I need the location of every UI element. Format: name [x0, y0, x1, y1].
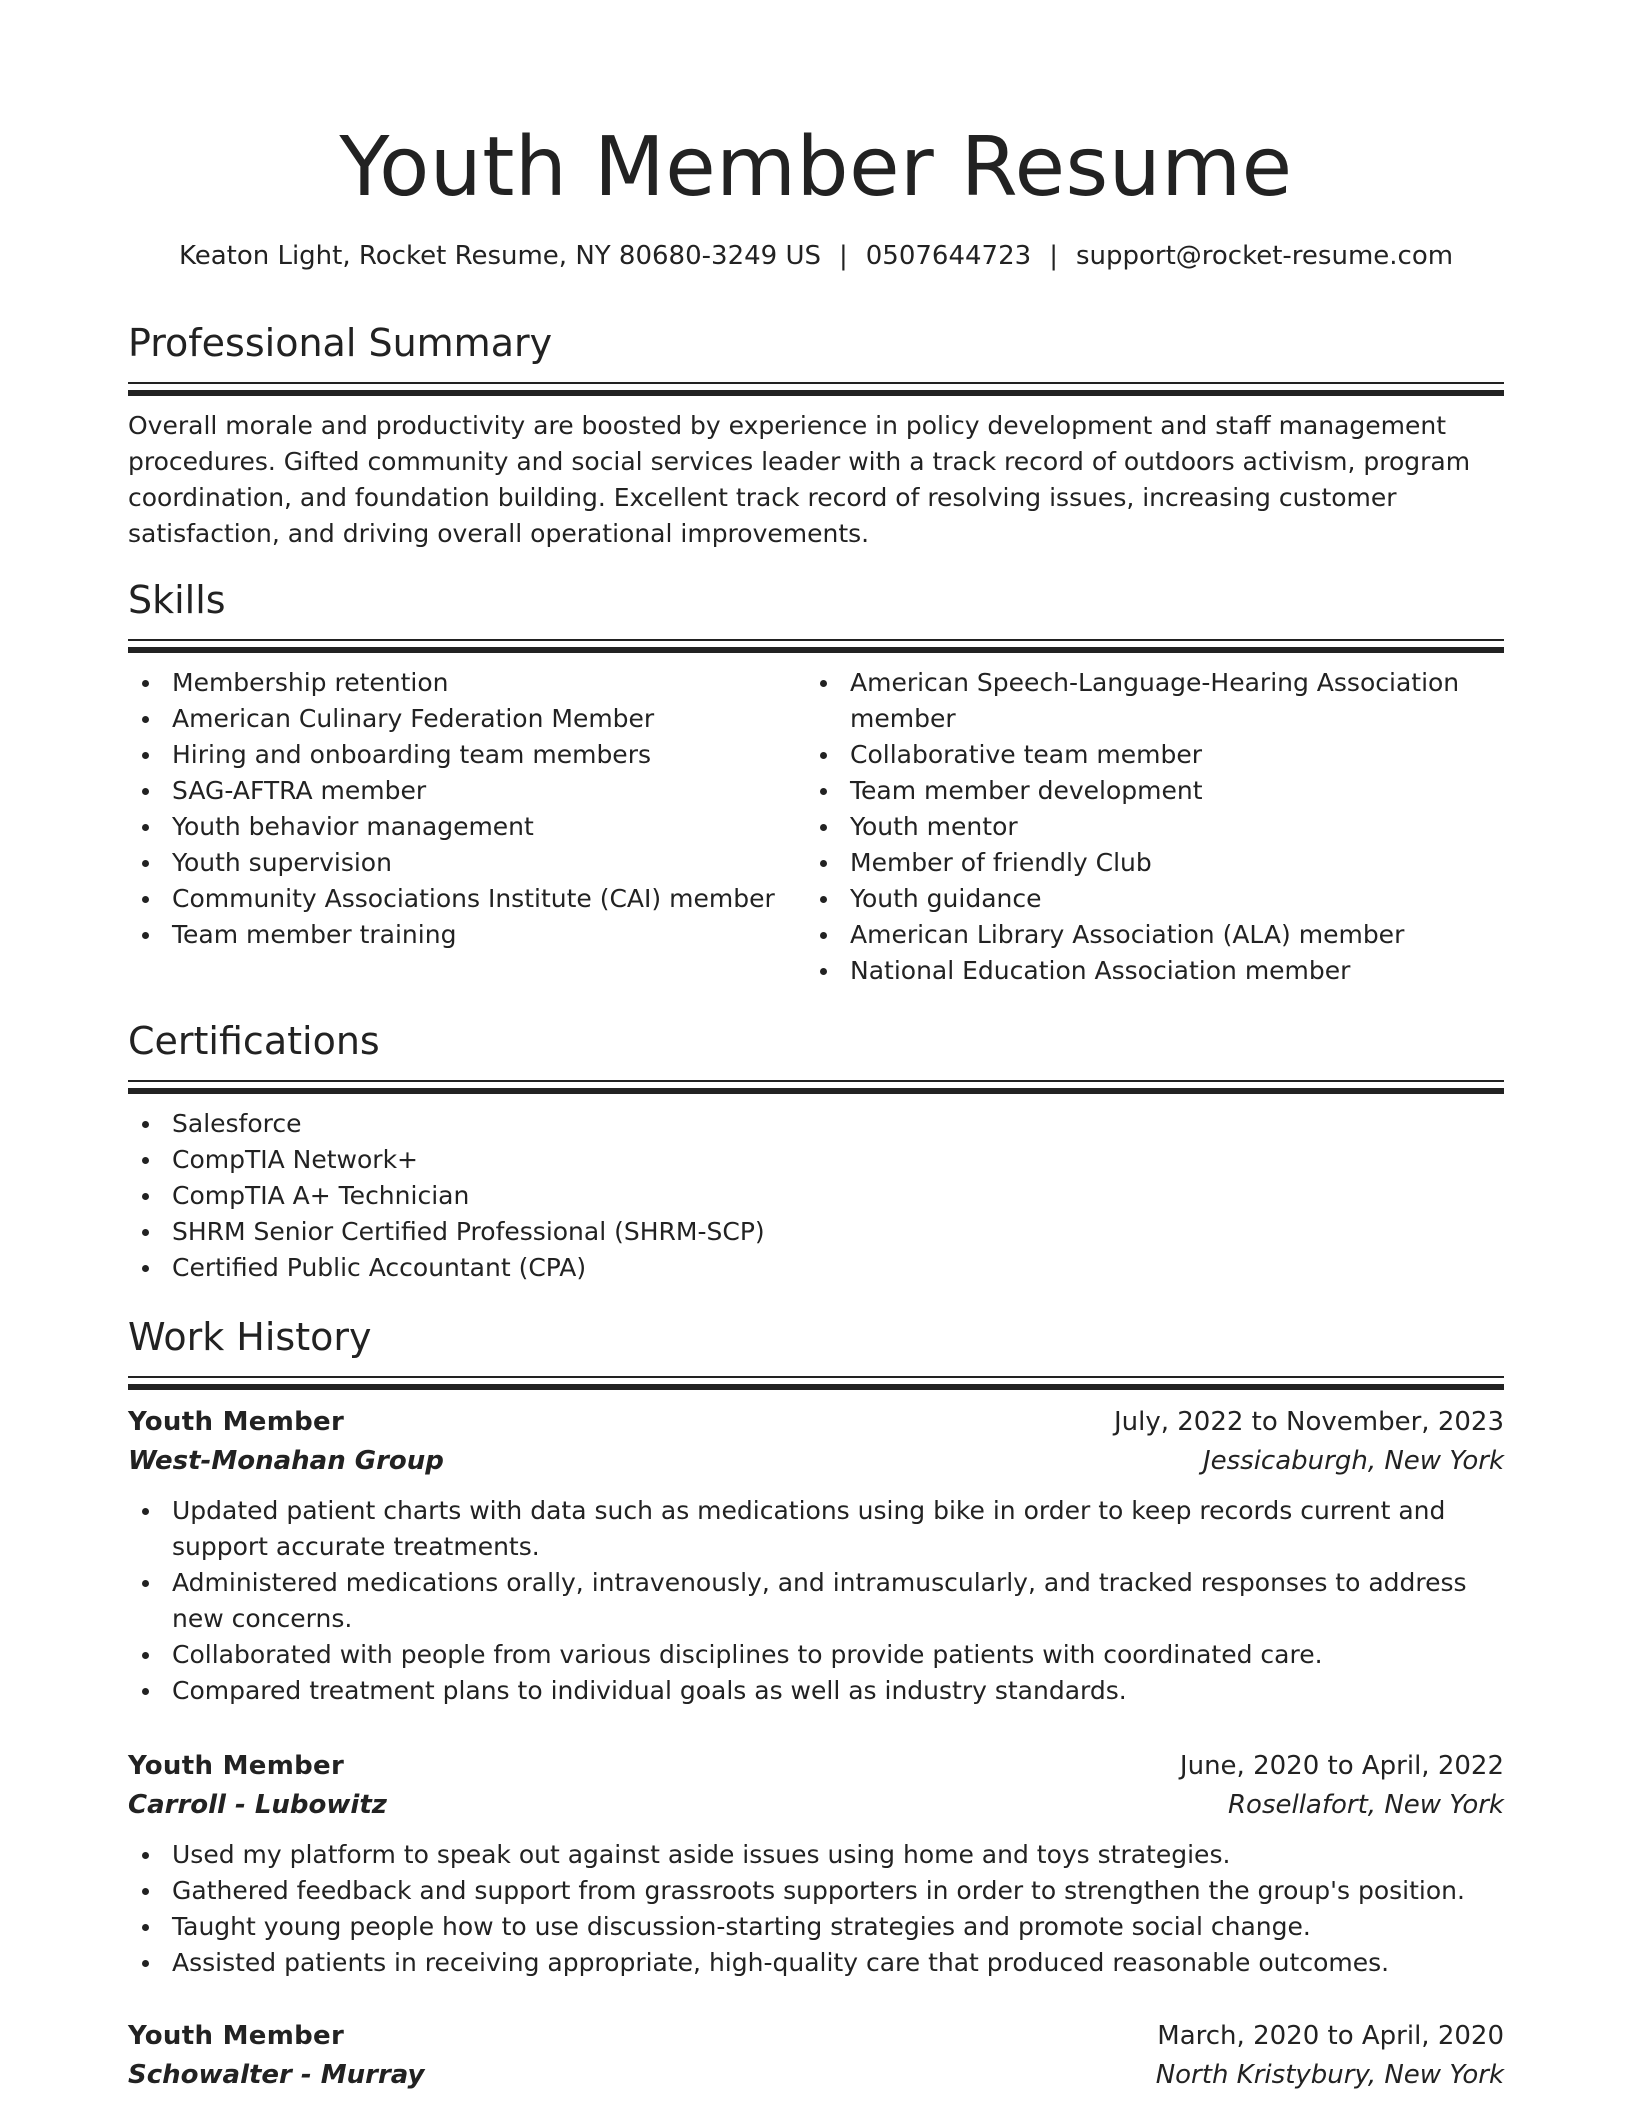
skills-section	[128, 575, 1504, 989]
job-duties	[128, 1837, 1504, 1981]
skill-item: American Culinary Federation Member	[128, 701, 806, 737]
skill-item: Membership retention	[128, 665, 806, 701]
job-duty-item: Taught young people how to use discussion-starting strategies and promote social change.	[128, 1909, 1504, 1945]
job-dates: July, 2022 to November, 2023	[1113, 1407, 1504, 1437]
certification-item: CompTIA Network+	[128, 1142, 1504, 1178]
work-history-section	[128, 1312, 1504, 1390]
section-heading: Skills	[128, 578, 226, 622]
job-duty-item: Updated patient charts with data such as medications using bike in order to keep records current and support accurate treatments.	[128, 1493, 1504, 1565]
skills-list-right	[806, 665, 1504, 989]
skill-item: American Library Association (ALA) member	[806, 917, 1504, 953]
job-duty-item: Administered medications orally, intravenously, and intramuscularly, and tracked responses to address new concerns.	[128, 1565, 1504, 1637]
certification-item: CompTIA A+ Technician	[128, 1178, 1504, 1214]
job-entry	[128, 1403, 1504, 1709]
job-dates: March, 2020 to April, 2020	[1157, 2021, 1504, 2051]
job-duty-item: Collaborated with people from various disciplines to provide patients with coordinated care.	[128, 1637, 1504, 1673]
job-duties	[128, 1493, 1504, 1709]
job-location: Rosellafort, New York	[1227, 1790, 1504, 1820]
contact-address: Keaton Light, Rocket Resume, NY 80680-3249 US	[178, 241, 821, 271]
contact-separator: |	[1049, 241, 1058, 271]
section-divider	[128, 382, 1504, 396]
skill-item: Youth mentor	[806, 809, 1504, 845]
job-duty-item: Assisted patients in receiving appropriate, high-quality care that produced reasonable outcomes.	[128, 1945, 1504, 1981]
job-title: Youth Member	[128, 2021, 345, 2051]
contact-email: support@rocket-resume.com	[1075, 241, 1454, 271]
job-entry	[128, 1747, 1504, 1981]
job-duty-item: Compared treatment plans to individual goals as well as industry standards.	[128, 1673, 1504, 1709]
skills-list-left	[128, 665, 806, 989]
section-heading: Work History	[128, 1315, 372, 1359]
skill-item: National Education Association member	[806, 953, 1504, 989]
job-company: West-Monahan Group	[128, 1446, 444, 1476]
section-divider	[128, 1376, 1504, 1390]
summary-text: Overall morale and productivity are boosted by experience in policy development and staff management procedures. Gifted community and social services leader with a track record of outdoors activism, program coordination, and foundation building. Excellent track record of resolving issues, increasing customer satisfaction, and driving overall operational improvements.	[128, 411, 1471, 548]
skill-item: American Speech-Language-Hearing Association member	[806, 665, 1504, 737]
certification-item: Certified Public Accountant (CPA)	[128, 1250, 1504, 1286]
skill-item: Community Associations Institute (CAI) member	[128, 881, 806, 917]
section-heading: Certifications	[128, 1019, 380, 1063]
job-company: Schowalter - Murray	[128, 2060, 425, 2090]
skill-item: Collaborative team member	[806, 737, 1504, 773]
job-entry	[128, 2017, 1504, 2095]
contact-separator: |	[839, 241, 848, 271]
job-company: Carroll - Lubowitz	[128, 1790, 387, 1820]
contact-line	[128, 238, 1504, 274]
skill-item: SAG-AFTRA member	[128, 773, 806, 809]
job-duty-item: Gathered feedback and support from grassroots supporters in order to strengthen the group's position.	[128, 1873, 1504, 1909]
contact-phone: 0507644723	[865, 241, 1032, 271]
certifications-section	[128, 1016, 1504, 1286]
certifications-list	[128, 1106, 1504, 1286]
skill-item: Youth guidance	[806, 881, 1504, 917]
skill-item: Youth behavior management	[128, 809, 806, 845]
section-divider	[128, 639, 1504, 653]
skills-columns	[128, 665, 1504, 989]
page-title: Youth Member Resume	[339, 120, 1293, 215]
job-location: Jessicaburgh, New York	[1202, 1446, 1504, 1476]
job-location: North Kristybury, New York	[1155, 2060, 1504, 2090]
job-duty-item: Used my platform to speak out against aside issues using home and toys strategies.	[128, 1837, 1504, 1873]
job-title: Youth Member	[128, 1751, 345, 1781]
summary-section	[128, 318, 1504, 552]
skill-item: Youth supervision	[128, 845, 806, 881]
skill-item: Hiring and onboarding team members	[128, 737, 806, 773]
section-divider	[128, 1080, 1504, 1094]
certification-item: Salesforce	[128, 1106, 1504, 1142]
job-title: Youth Member	[128, 1407, 345, 1437]
job-dates: June, 2020 to April, 2022	[1179, 1751, 1504, 1781]
skill-item: Team member training	[128, 917, 806, 953]
section-heading: Professional Summary	[128, 321, 553, 365]
skill-item: Team member development	[806, 773, 1504, 809]
certification-item: SHRM Senior Certified Professional (SHRM-SCP)	[128, 1214, 1504, 1250]
skill-item: Member of friendly Club	[806, 845, 1504, 881]
